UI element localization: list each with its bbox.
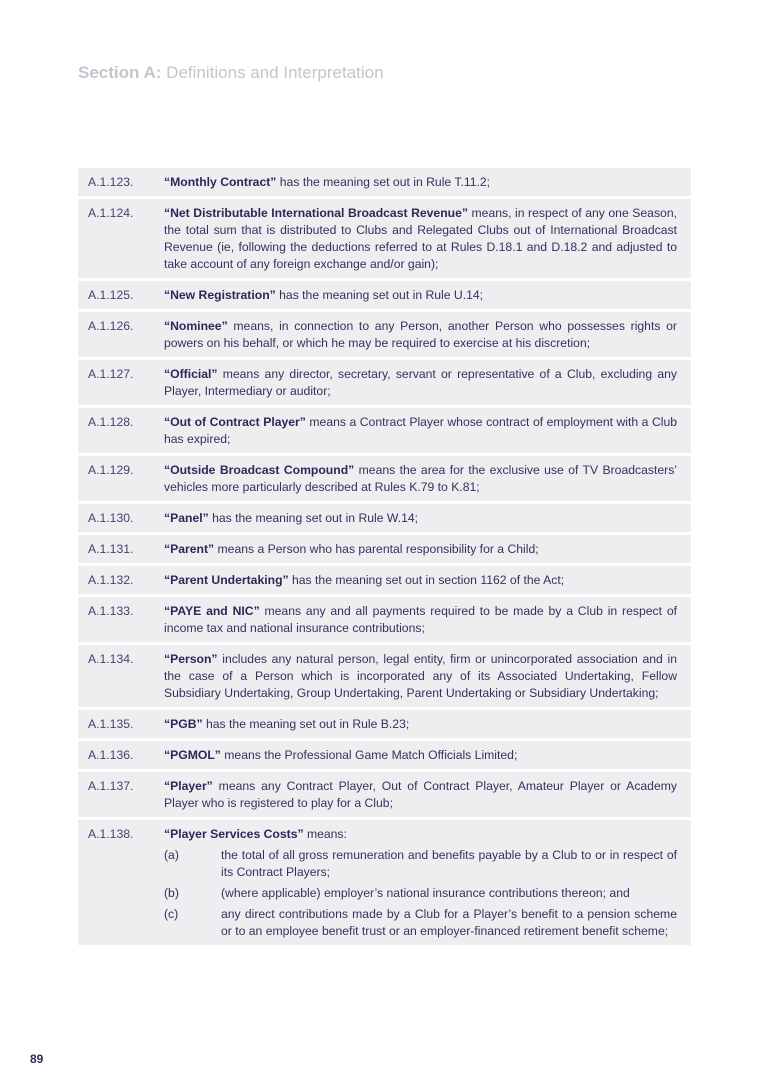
page-number: 89: [30, 1052, 44, 1066]
definition-term: “Outside Broadcast Compound”: [164, 463, 355, 477]
definition-number: A.1.138.: [88, 827, 134, 841]
definition-term: “Net Distributable International Broadcast Revenue”: [164, 206, 468, 220]
definition-text: has the meaning set out in Rule T.11.2;: [276, 175, 491, 189]
definition-row: [78, 312, 691, 357]
definition-row: [78, 168, 691, 196]
sub-item: [164, 847, 677, 881]
definition-row: [78, 408, 691, 453]
definition-row: [78, 741, 691, 769]
definition-number: A.1.125.: [88, 288, 134, 302]
definitions-list: [78, 168, 691, 945]
sub-item-text: (where applicable) employer’s national insurance contributions thereon; and: [221, 886, 630, 900]
definition-number: A.1.123.: [88, 175, 134, 189]
definition-text: means the area for the exclusive use of TV Broadcasters’ vehicles more particularly described at Rules K.79 to K.81;: [164, 463, 677, 494]
definition-row: [78, 199, 691, 278]
definition-text: means any and all payments required to be made by a Club in respect of income tax and national insurance contributions;: [164, 604, 677, 635]
definition-number: A.1.137.: [88, 779, 134, 793]
definition-text: means:: [303, 827, 347, 841]
definition-number: A.1.126.: [88, 319, 134, 333]
sub-item-text: any direct contributions made by a Club for a Player’s benefit to a pension scheme or to an employee benefit trust or an employer-financed retirement benefit scheme;: [221, 907, 677, 938]
definition-term: “Panel”: [164, 511, 209, 525]
definition-number: A.1.124.: [88, 206, 134, 220]
definition-term: “New Registration”: [164, 288, 276, 302]
definition-row: [78, 597, 691, 642]
definition-text: has the meaning set out in Rule W.14;: [208, 511, 419, 525]
definition-term: “Monthly Contract”: [164, 175, 277, 189]
definition-row-player-services-costs: [78, 820, 691, 945]
definition-text: means any Contract Player, Out of Contract Player, Amateur Player or Academy Player who is registered to play for a Club;: [164, 779, 677, 810]
section-name: Definitions and Interpretation: [166, 63, 384, 82]
definition-term: “Player Services Costs”: [164, 827, 304, 841]
definition-row: [78, 772, 691, 817]
definition-row: [78, 645, 691, 707]
sub-item-label: (b): [164, 886, 179, 900]
sub-item: [164, 885, 677, 902]
definition-text: has the meaning set out in section 1162 of the Act;: [288, 573, 565, 587]
definition-row: [78, 281, 691, 309]
definition-text: means the Professional Game Match Officials Limited;: [220, 748, 518, 762]
definition-text: includes any natural person, legal entity, firm or unincorporated association and in the case of a Person which is incorporated any of its Associated Undertaking, Fellow Subsidiary Undertaking, Group Undertaking, Parent Undertaking or Subsidiary Undertaking;: [164, 652, 677, 700]
definition-number: A.1.129.: [88, 463, 134, 477]
definition-row: [78, 566, 691, 594]
section-label: Section A:: [78, 63, 162, 82]
definition-term: “Official”: [164, 367, 218, 381]
definition-term: “Parent”: [164, 542, 215, 556]
definition-number: A.1.132.: [88, 573, 134, 587]
sub-item: [164, 906, 677, 940]
definition-row: [78, 535, 691, 563]
definition-row: [78, 360, 691, 405]
definition-text: means any director, secretary, servant or representative of a Club, excluding any Player, Intermediary or auditor;: [164, 367, 677, 398]
definition-term: “PGB”: [164, 717, 203, 731]
definition-term: “Out of Contract Player”: [164, 415, 306, 429]
definition-term: “PGMOL”: [164, 748, 221, 762]
sub-item-text: the total of all gross remuneration and benefits payable by a Club to or in respect of its Contract Players;: [221, 848, 677, 879]
definition-number: A.1.134.: [88, 652, 134, 666]
definition-number: A.1.135.: [88, 717, 134, 731]
definition-text: has the meaning set out in Rule B.23;: [202, 717, 410, 731]
definition-term: “Player”: [164, 779, 213, 793]
definition-term: “PAYE and NIC”: [164, 604, 260, 618]
sub-item-label: (c): [164, 907, 179, 921]
definition-number: A.1.130.: [88, 511, 134, 525]
definition-row: [78, 710, 691, 738]
sub-item-label: (a): [164, 848, 179, 862]
definition-term: “Person”: [164, 652, 218, 666]
definition-number: A.1.136.: [88, 748, 134, 762]
definition-row: [78, 504, 691, 532]
definition-number: A.1.128.: [88, 415, 134, 429]
definition-text: means a Person who has parental responsibility for a Child;: [214, 542, 539, 556]
definition-text: means a Contract Player whose contract of employment with a Club has expired;: [164, 415, 678, 446]
definition-number: A.1.127.: [88, 367, 134, 381]
definition-text: means, in connection to any Person, another Person who possesses rights or powers on his behalf, or which he may be required to exercise at his discretion;: [164, 319, 677, 350]
definition-text: means, in respect of any one Season, the total sum that is distributed to Clubs and Relegated Clubs out of International Broadcast Revenue (ie, following the deductions referred to at Rules D.18.1 and D.18.2 and adjusted to take account of any foreign exchange and/or gain);: [164, 206, 677, 271]
section-title: [78, 63, 384, 83]
definition-term: “Parent Undertaking”: [164, 573, 289, 587]
definition-text: has the meaning set out in Rule U.14;: [275, 288, 484, 302]
definition-number: A.1.133.: [88, 604, 134, 618]
definition-term: “Nominee”: [164, 319, 228, 333]
definition-row: [78, 456, 691, 501]
definition-number: A.1.131.: [88, 542, 134, 556]
